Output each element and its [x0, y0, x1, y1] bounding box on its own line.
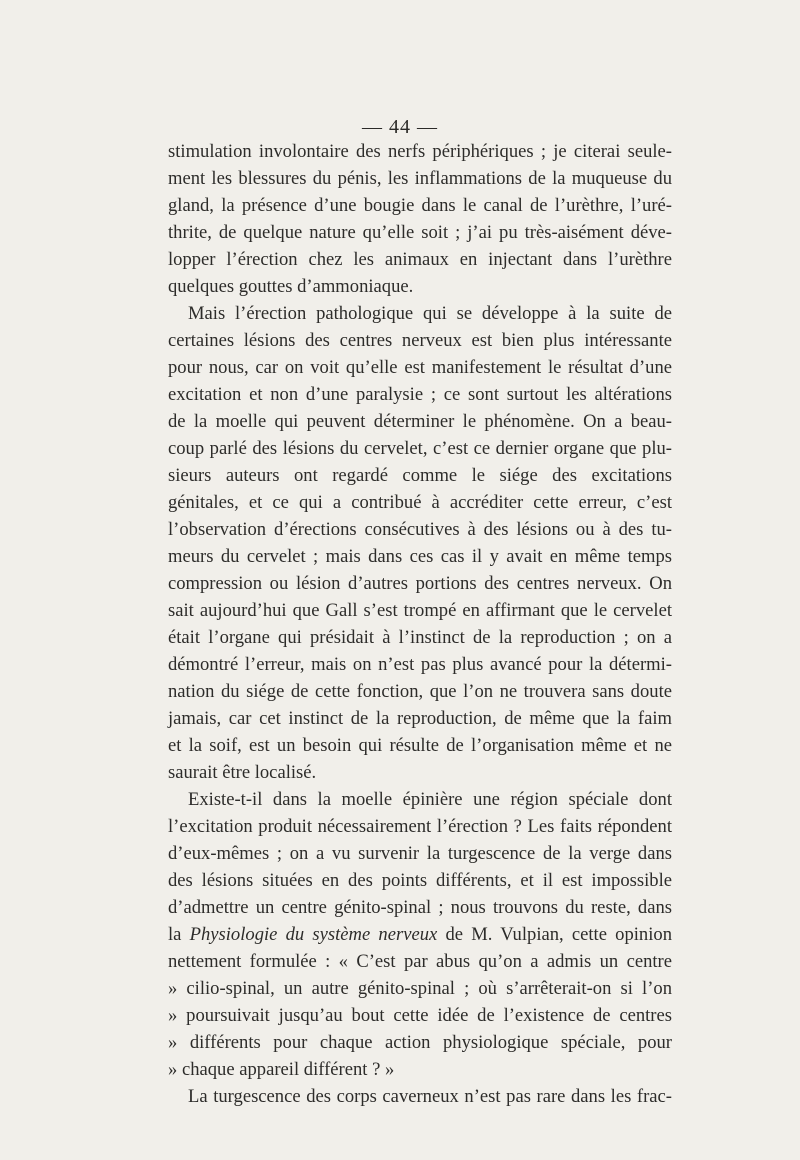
text-line: meurs du cervelet ; mais dans ces cas il y avait en même temps: [168, 546, 672, 567]
text-line: saurait être localisé.: [168, 762, 317, 783]
text-line: compression ou lésion d’autres portions des centres nerveux. On: [168, 573, 672, 594]
text-line: génitales, et ce qui a contribué à accréditer cette erreur, c’est: [168, 492, 672, 513]
text-line: Mais l’érection pathologique qui se développe à la suite de: [188, 303, 672, 324]
text-line: thrite, de quelque nature qu’elle soit ; j’ai pu très-aisément déve-: [168, 222, 672, 243]
text-line: » cilio-spinal, un autre génito-spinal ; où s’arrêterait-on si l’on: [168, 978, 672, 999]
text-line: et la soif, est un besoin qui résulte de l’organisation même et ne: [168, 735, 672, 756]
text-line: [168, 921, 672, 948]
text-line: d’admettre un centre génito-spinal ; nous trouvons du reste, dans: [168, 897, 672, 918]
page-number: — 44 —: [362, 116, 438, 138]
text-line: des lésions situées en des points différents, et il est impossible: [168, 870, 672, 891]
text-line: stimulation involontaire des nerfs périphériques ; je citerai seule-: [168, 141, 672, 162]
text-segment: la: [168, 924, 190, 945]
text-line: Existe-t-il dans la moelle épinière une région spéciale dont: [188, 789, 672, 810]
text-line: de la moelle qui peuvent déterminer le phénomène. On a beau-: [168, 411, 672, 432]
text-line: coup parlé des lésions du cervelet, c’est ce dernier organe que plu-: [168, 438, 672, 459]
text-line: l’excitation produit nécessairement l’érection ? Les faits répondent: [168, 816, 672, 837]
text-line: » poursuivait jusqu’au bout cette idée de l’existence de centres: [168, 1005, 672, 1026]
text-line: l’observation d’érections consécutives à des lésions ou à des tu-: [168, 519, 672, 540]
text-line: sait aujourd’hui que Gall s’est trompé en affirmant que le cervelet: [168, 600, 672, 621]
text-line: La turgescence des corps caverneux n’est pas rare dans les frac-: [188, 1086, 672, 1107]
body-text: [168, 138, 672, 1110]
text-line: jamais, car cet instinct de la reproduction, de même que la faim: [168, 708, 672, 729]
text-line: nettement formulée : « C’est par abus qu’on a admis un centre: [168, 951, 672, 972]
text-line: » différents pour chaque action physiologique spéciale, pour: [168, 1032, 672, 1053]
text-line: était l’organe qui présidait à l’instinct de la reproduction ; on a: [168, 627, 672, 648]
text-line: certaines lésions des centres nerveux est bien plus intéressante: [168, 330, 672, 351]
text-line: quelques gouttes d’ammoniaque.: [168, 276, 414, 297]
text-line: sieurs auteurs ont regardé comme le siége des excitations: [168, 465, 672, 486]
text-line: d’eux-mêmes ; on a vu survenir la turgescence de la verge dans: [168, 843, 672, 864]
text-line: lopper l’érection chez les animaux en injectant dans l’urèthre: [168, 249, 672, 270]
text-line: pour nous, car on voit qu’elle est manifestement le résultat d’une: [168, 357, 672, 378]
text-line: gland, la présence d’une bougie dans le canal de l’urèthre, l’uré-: [168, 195, 672, 216]
book-title: Physiologie du système nerveux: [189, 924, 438, 945]
text-segment: de M. Vulpian, cette opinion: [437, 924, 672, 945]
text-line: nation du siége de cette fonction, que l’on ne trouvera sans doute: [168, 681, 672, 702]
text-line: excitation et non d’une paralysie ; ce sont surtout les altérations: [168, 384, 672, 405]
text-line: » chaque appareil différent ? »: [168, 1059, 395, 1080]
text-line: démontré l’erreur, mais on n’est pas plus avancé pour la détermi-: [168, 654, 672, 675]
text-line: ment les blessures du pénis, les inflammations de la muqueuse du: [168, 168, 672, 189]
